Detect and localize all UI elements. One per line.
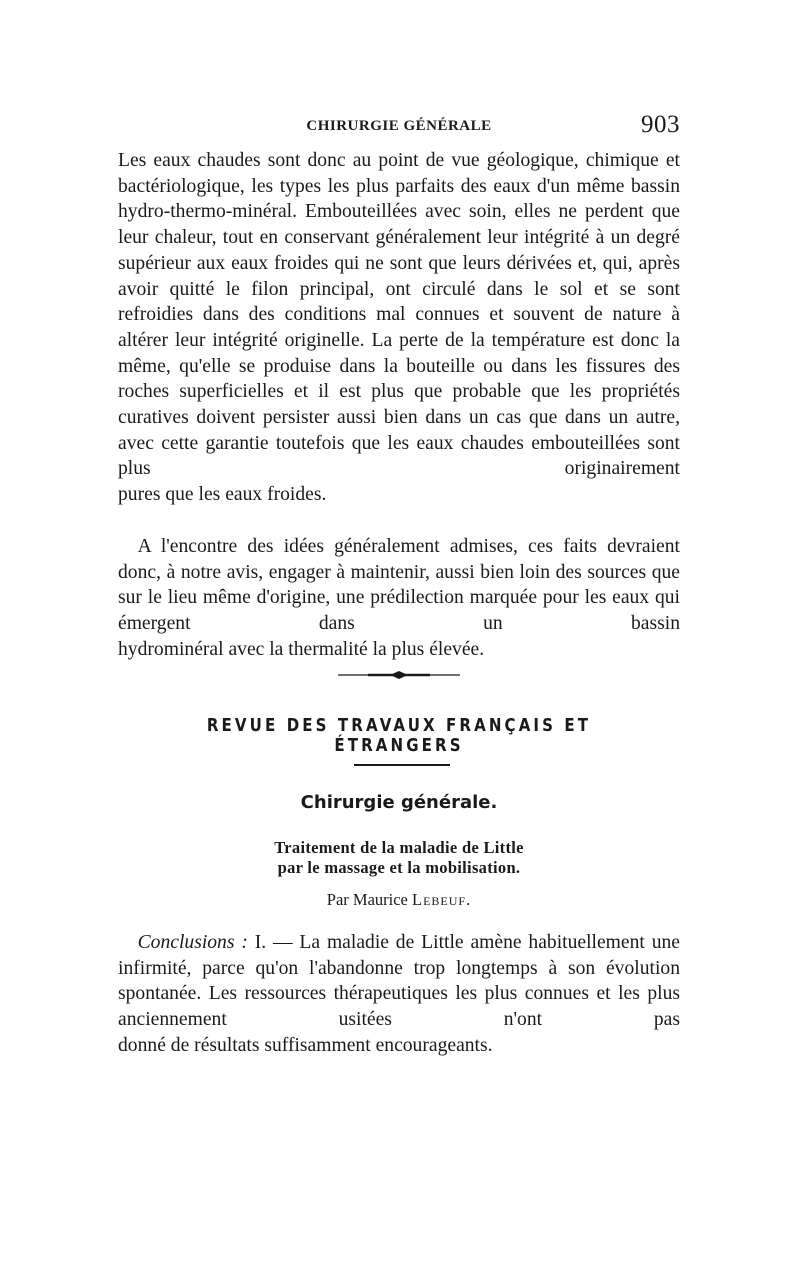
article-author [118,890,680,910]
running-title: CHIRURGIE GÉNÉRALE [306,118,492,134]
paragraph-geology-last-line: pures que les eaux froides. [118,484,327,506]
paragraph-geology-text: Les eaux chaudes sont donc au point de vue géologique, chimique et bactériologique, les types les plus parfaits des eaux d'un même bassin hydro-thermo-minéral. Embouteillées avec soin, elles ne perdent que leur chaleur, tout en conservant généralement leur intégrité à un degré supérieur aux eaux froides qui ne sont que leurs dérivées et, qui, après avoir quitté le filon principal, ont circulé dans le sol et se sont refroidies dans des conditions mal connues et souvent de nature à altérer leur intégrité originelle. La perte de la température est donc la même, qu'elle se produise dans la bouteille ou dans les fissures des roches superficielles et il est plus que probable que les propriétés curatives doivent persister aussi bien dans un cas que dans un autre, avec cette garantie toutefois que les eaux chaudes embouteillées sont plus originairement [118,150,680,480]
conclusions-label: Conclusions : [137,932,248,953]
section-rule [354,764,450,766]
running-head [118,111,680,140]
page-number: 903 [641,111,680,138]
paragraph-conclusions [118,930,680,1059]
conclusions-last-line: donné de résultats suffisamment encourageants. [118,1034,493,1056]
paragraph-geology [118,148,680,508]
author-surname: Lebeuf. [412,890,472,909]
author-prefix: Par Maurice [326,890,408,909]
paragraph-recommendation-text: A l'encontre des idées généralement admises, ces faits devraient donc, à notre avis, engager à maintenir, aussi bien loin des sources que sur le lieu même d'origine, une prédilection marquée pour les eaux qui émergent dans un bassin [118,536,680,635]
fleuron-divider-icon [338,668,460,682]
section-title: REVUE DES TRAVAUX FRANÇAIS ET ÉTRANGERS [206,716,592,756]
paragraph-recommendation-last-line: hydrominéral avec la thermalité la plus élevée. [118,638,485,660]
article-title-line-2: par le massage et la mobilisation. [277,858,521,877]
article-title-line-1: Traitement de la maladie de Little [274,838,524,857]
article-title [118,838,680,878]
section-subtitle: Chirurgie générale. [300,792,498,813]
paragraph-recommendation [118,534,680,663]
conclusions-text: I. — La maladie de Little amène habituellement une infirmité, parce qu'on l'abandonne trop longtemps à son évolution spontanée. Les ressources thérapeutiques les plus connues et les plus anciennement usitées n'ont pas [118,932,680,1031]
